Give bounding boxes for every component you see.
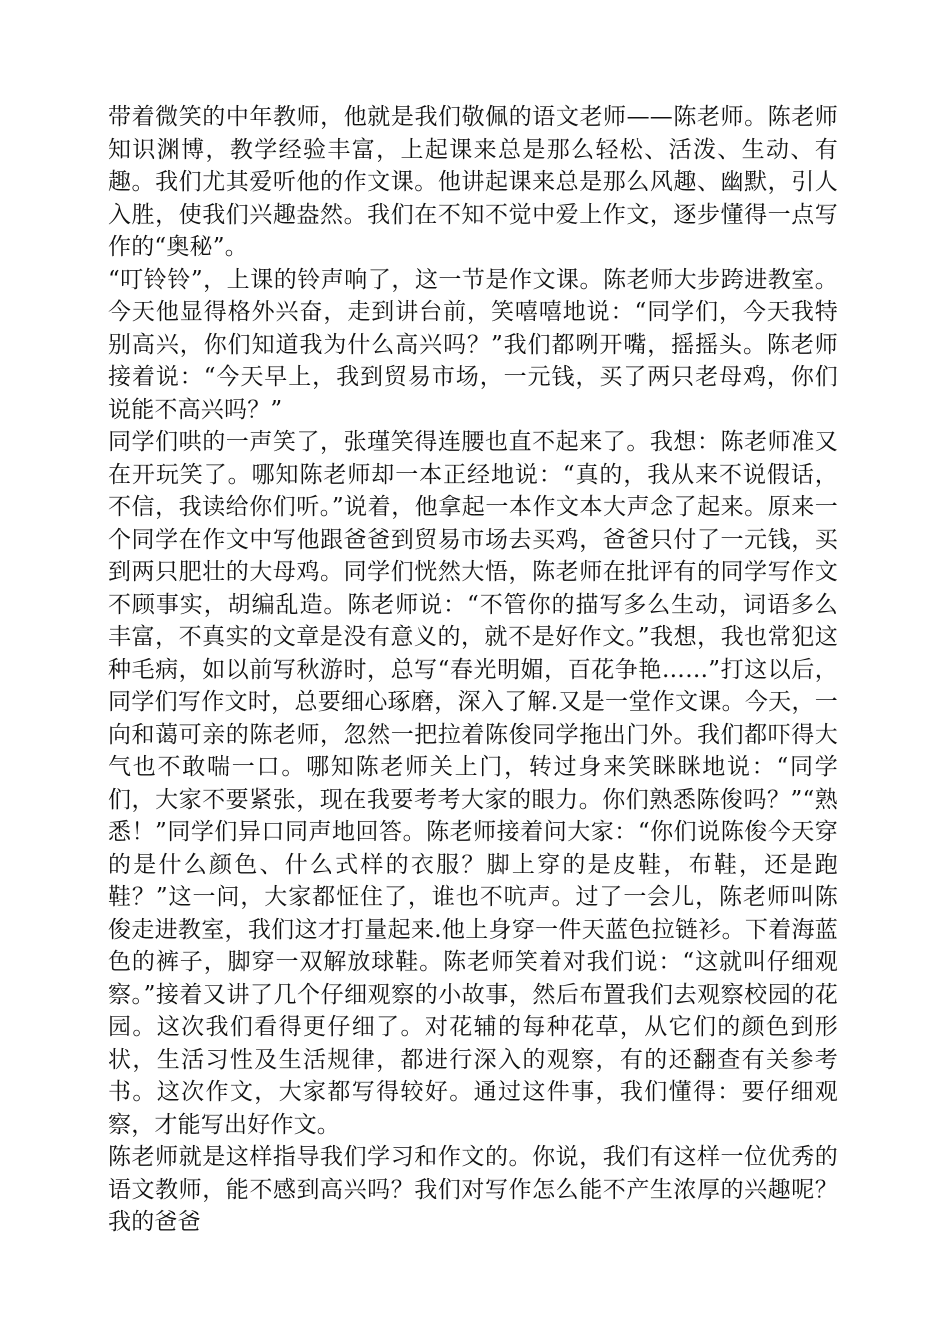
document-body [108,101,838,1239]
paragraph-conclusion: 陈老师就是这样指导我们学习和作文的。你说，我们有这样一位优秀的语文教师，能不感到高兴吗？我们对写作怎么能不产生浓厚的兴趣呢？我的爸爸 [108,1144,838,1235]
paragraph-observation-lesson: 同学们哄的一声笑了，张瑾笑得连腰也直不起来了。我想：陈老师准又在开玩笑了。哪知陈老师却一本正经地说：“真的，我从来不说假话，不信，我读给你们听。”说着，他拿起一本作文本大声念了起来。原来一个同学在作文中写他跟爸爸到贸易市场去买鸡，爸爸只付了一元钱，买到两只肥壮的大母鸡。同学们恍然大悟，陈老师在批评有的同学写作文不顾事实，胡编乱造。陈老师说：“不管你的描写多么生动，词语多么丰富，不真实的文章是没有意义的，就不是好作文。”我想，我也常犯这种毛病，如以前写秋游时，总写“春光明媚，百花争艳……”打这以后，同学们写作文时，总要细心琢磨，深入了解.又是一堂作文课。今天，一向和蔼可亲的陈老师，忽然一把拉着陈俊同学拖出门外。我们都吓得大气也不敢喘一口。哪知陈老师关上门，转过身来笑眯眯地说：“同学们，大家不要紧张，现在我要考考大家的眼力。你们熟悉陈俊吗？”“熟悉！”同学们异口同声地回答。陈老师接着问大家：“你们说陈俊今天穿的是什么颜色、什么式样的衣服？脚上穿的是皮鞋，布鞋，还是跑鞋？”这一问，大家都怔住了，谁也不吭声。过了一会儿，陈老师叫陈俊走进教室，我们这才打量起来.他上身穿一件天蓝色拉链衫。下着海蓝色的裤子，脚穿一双解放球鞋。陈老师笑着对我们说：“这就叫仔细观察。”接着又讲了几个仔细观察的小故事，然后布置我们去观察校园的花园。这次我们看得更仔细了。对花辅的每种花草，从它们的颜色到形状，生活习性及生活规律，都进行深入的观察，有的还翻查有关参考书。这次作文，大家都写得较好。通过这件事，我们懂得：要仔细观察，才能写出好作文。 [108,429,838,1138]
paragraph-teacher-intro: 带着微笑的中年教师，他就是我们敬佩的语文老师——陈老师。陈老师知识渊博，教学经验丰富，上起课来总是那么轻松、活泼、生动、有趣。我们尤其爱听他的作文课。他讲起课来总是那么风趣、幽默，引人入胜，使我们兴趣盎然。我们在不知不觉中爱上作文，逐步懂得一点写作的“奥秘”。 [108,104,838,260]
paragraph-bell-rings: “叮铃铃”，上课的铃声响了，这一节是作文课。陈老师大步跨进教室。今天他显得格外兴奋，走到讲台前，笑嘻嘻地说：“同学们，今天我特别高兴，你们知道我为什么高兴吗？”我们都咧开嘴，摇摇头。陈老师接着说：“今天早上，我到贸易市场，一元钱，买了两只老母鸡，你们说能不高兴吗？” [108,266,838,423]
